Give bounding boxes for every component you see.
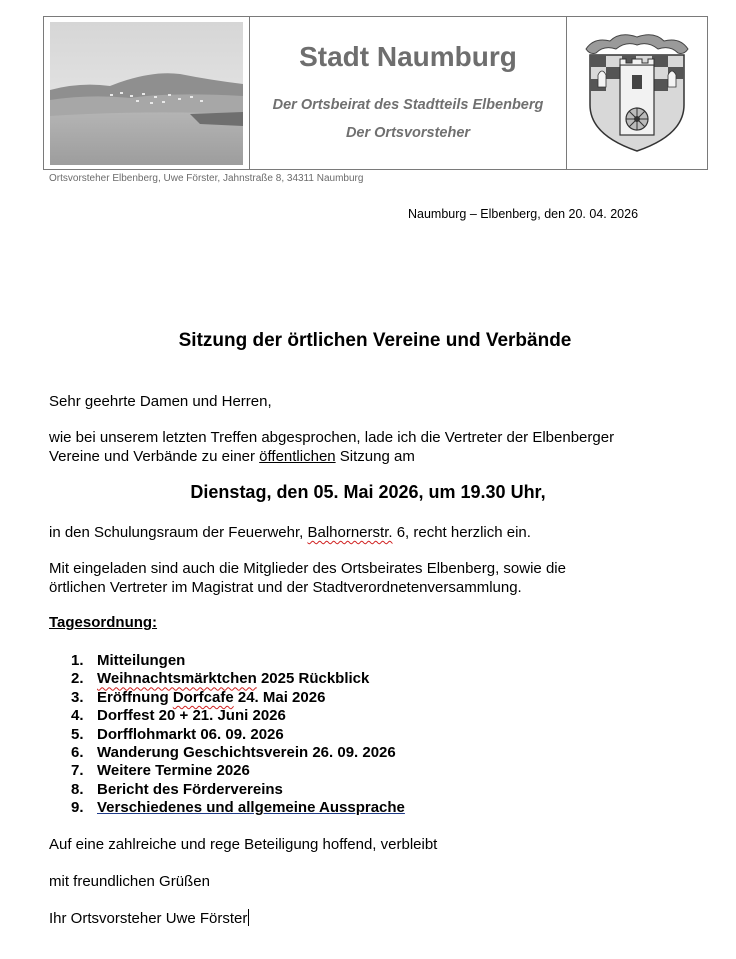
letterhead-crest-cell xyxy=(567,17,707,169)
council-subtitle: Der Ortsbeirat des Stadtteils Elbenberg xyxy=(272,97,544,113)
agenda-text-flagged: Weihnachtsmärktchen xyxy=(97,670,257,688)
city-name: Stadt Naumburg xyxy=(299,41,517,72)
agenda-text: Dorffest 20 + 21. Juni 2026 xyxy=(97,707,286,725)
agenda-number: 4. xyxy=(71,707,84,725)
invitation-text: Vereine und Verbände zu einer xyxy=(49,448,260,465)
agenda-text: Weitere Termine 2026 xyxy=(97,762,250,780)
agenda-item xyxy=(71,707,405,725)
letterhead-title-cell xyxy=(250,17,567,169)
greeting-line: mit freundlichen Grüßen xyxy=(49,873,210,890)
agenda-item xyxy=(71,799,405,817)
agenda-text-flagged: Dorfcafe xyxy=(172,688,234,706)
salutation: Sehr geehrte Damen und Herren, xyxy=(49,393,272,410)
location-line xyxy=(49,523,689,542)
agenda-item xyxy=(71,781,405,799)
agenda-number: 3. xyxy=(71,688,84,706)
agenda-text: Dorfflohmarkt 06. 09. 2026 xyxy=(97,725,284,743)
letterhead-photo-cell xyxy=(44,17,250,169)
street-name: Balhornerstr. xyxy=(307,524,393,541)
location-text: in den Schulungsraum der Feuerwehr, xyxy=(49,524,308,541)
agenda-number: 9. xyxy=(71,799,84,817)
agenda-number: 5. xyxy=(71,725,84,743)
also-invited-line-2: örtlichen Vertreter im Magistrat und der Stadtverordnetenversammlung. xyxy=(49,579,522,596)
landscape-photo xyxy=(50,22,243,165)
location-text-end: 6, recht herzlich ein. xyxy=(392,524,531,541)
agenda-text-end: 24. Mai 2026 xyxy=(233,688,326,706)
agenda-number: 2. xyxy=(71,670,84,688)
agenda-number: 8. xyxy=(71,780,84,798)
agenda-text: Bericht des Fördervereins xyxy=(97,780,283,798)
invitation-paragraph xyxy=(49,428,689,466)
invitation-text-end: Sitzung am xyxy=(335,448,415,465)
agenda-item xyxy=(71,744,405,762)
closing-line: Auf eine zahlreiche und rege Beteiligung hoffend, verbleibt xyxy=(49,836,438,853)
meeting-datetime: Dienstag, den 05. Mai 2026, um 19.30 Uhr, xyxy=(190,482,546,502)
agenda-item xyxy=(71,670,405,688)
agenda-number: 6. xyxy=(71,744,84,762)
also-invited-line-1: Mit eingeladen sind auch die Mitglieder des Ortsbeirates Elbenberg, sowie die xyxy=(49,560,566,577)
agenda-item xyxy=(71,689,405,707)
agenda-text: Verschiedenes und allgemeine Aussprache xyxy=(97,799,405,817)
agenda-number: 7. xyxy=(71,762,84,780)
letterhead xyxy=(43,16,708,170)
also-invited-paragraph xyxy=(49,559,689,597)
agenda-item xyxy=(71,652,405,670)
sender-address-line: Ortsvorsteher Elbenberg, Uwe Förster, Jahnstraße 8, 34311 Naumburg xyxy=(49,173,364,184)
agenda-item xyxy=(71,762,405,780)
agenda-heading: Tagesordnung: xyxy=(49,614,158,631)
agenda-text: Eröffnung xyxy=(97,688,173,706)
coat-of-arms-icon xyxy=(580,31,694,155)
agenda-text: Mitteilungen xyxy=(97,652,186,669)
date-line: Naumburg – Elbenberg, den 20. 04. 2026 xyxy=(408,207,639,221)
agenda-item xyxy=(71,726,405,744)
letter-title: Sitzung der örtlichen Vereine und Verbände xyxy=(178,330,572,351)
signature-line xyxy=(49,909,689,928)
agenda-text: Wanderung Geschichtsverein 26. 09. 2026 xyxy=(97,744,396,762)
invitation-line-2 xyxy=(49,447,689,466)
office-subtitle: Der Ortsvorsteher xyxy=(345,125,471,141)
public-underlined: öffentlichen xyxy=(259,448,336,465)
invitation-line-1: wie bei unserem letzten Treffen abgesprochen, lade ich die Vertreter der Elbenberger xyxy=(49,429,615,446)
signature-text: Ihr Ortsvorsteher Uwe Förster xyxy=(49,910,248,927)
agenda-text: 2025 Rückblick xyxy=(256,670,370,688)
text-cursor xyxy=(248,909,249,926)
agenda-number: 1. xyxy=(71,652,84,669)
agenda-list xyxy=(71,652,405,818)
